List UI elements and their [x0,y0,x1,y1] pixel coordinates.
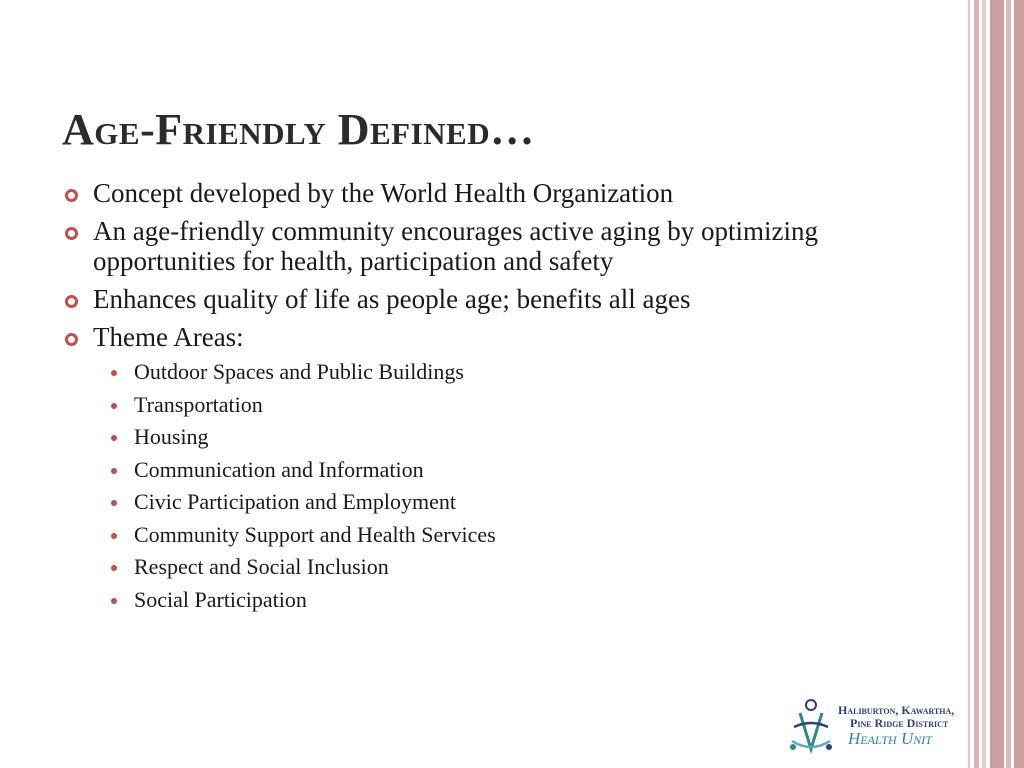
sub-bullet-text: Community Support and Health Services [134,521,496,547]
sub-bullet-text: Communication and Information [134,456,424,482]
sub-bullet-list [103,356,882,616]
logo-line-3: Health Unit [848,729,932,748]
ring-bullet-icon [65,333,78,346]
logo-line-2: Pine Ridge District [850,716,949,730]
bullet-item [62,178,882,208]
ring-bullet-icon [65,227,78,240]
bullet-item [62,284,882,314]
sub-bullet-text: Outdoor Spaces and Public Buildings [134,359,464,384]
dot-bullet-icon [111,565,117,571]
sub-bullet-item [103,389,882,422]
dot-bullet-icon [111,500,117,506]
dot-bullet-icon [111,403,117,409]
decorative-stripes [968,0,1024,768]
sub-bullet-item [103,356,882,389]
bullet-text: Concept developed by the World Health Organization [93,178,674,208]
sub-bullet-text: Respect and Social Inclusion [134,554,389,579]
ring-bullet-icon [65,295,78,308]
slide-title: Age-Friendly Defined… [62,105,535,154]
sub-bullet-item [103,454,882,487]
dot-bullet-icon [111,598,117,604]
bullet-list [62,178,882,624]
bullet-text: An age-friendly community encourages active aging by optimizing opportunities for health, participation and safety [93,216,819,276]
health-unit-emblem-icon [786,697,836,759]
ring-bullet-icon [65,189,78,202]
bullet-item [62,216,882,276]
sub-bullet-item [103,421,882,454]
sub-bullet-item [103,551,882,584]
sub-bullet-item [103,584,882,617]
dot-bullet-icon [111,435,117,441]
sub-bullet-item [103,486,882,519]
sub-bullet-text: Transportation [134,391,263,417]
logo-line-1: Haliburton, Kawartha, [838,703,955,717]
dot-bullet-icon [111,533,117,539]
sub-bullet-text: Housing [134,424,209,449]
dot-bullet-icon [111,370,117,376]
dot-bullet-icon [111,468,117,474]
health-unit-logo [786,697,976,759]
bullet-text: Theme Areas: [93,322,244,352]
sub-bullet-text: Civic Participation and Employment [134,489,456,514]
sub-bullet-text: Social Participation [134,586,307,612]
bullet-item [62,322,882,616]
sub-bullet-item [103,519,882,552]
bullet-text: Enhances quality of life as people age; benefits all ages [93,284,691,314]
